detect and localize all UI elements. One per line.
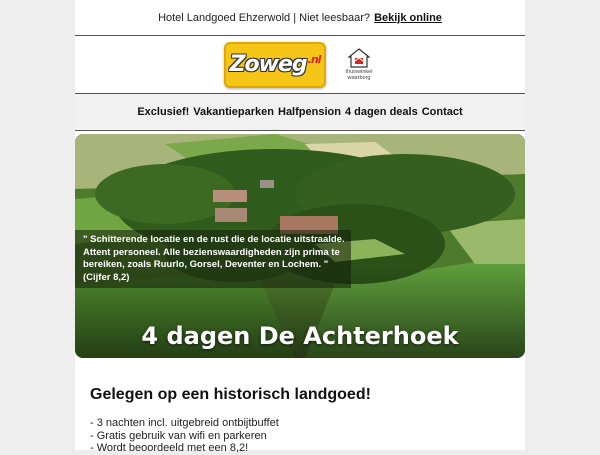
nav-item-exclusief[interactable]: Exclusief! [137, 106, 190, 118]
email-container [75, 0, 525, 454]
nav-item-4-dagen-deals[interactable]: 4 dagen deals [344, 106, 418, 118]
feature-list [90, 417, 510, 455]
content-section [90, 386, 510, 455]
house-icon [348, 48, 370, 68]
trust-line-2: waarborg [347, 75, 371, 81]
brand-name: Zoweg [229, 52, 307, 77]
section-heading: Gelegen op een historisch landgoed! [90, 386, 371, 403]
preheader-text: Hotel Landgoed Ehzerwold | Niet leesbaar? [158, 11, 371, 24]
view-online-link[interactable]: Bekijk online [374, 11, 442, 24]
preheader [75, 0, 525, 36]
hero-title: 4 dagen De Achterhoek [141, 322, 459, 350]
zoweg-logo[interactable] [224, 42, 326, 88]
list-item: - Gratis gebruik van wifi en parkeren [90, 429, 267, 442]
list-item: - Wordt beoordeeld met een 8,2! [90, 442, 249, 454]
logo-row [75, 36, 525, 94]
trust-line-1: thuiswinkel [345, 69, 373, 75]
review-quote: " Schitterende locatie en de rust die de locatie uitstraalde. Attent personeel. Alle bezienswaardigheden zijn prima te bereiken, zoals Ruurlo, Gorsel, Deventer en Lochem. " (Cijfer 8,2) [75, 230, 351, 288]
thuiswinkel-logo[interactable] [342, 48, 376, 81]
nav-item-halfpension[interactable]: Halfpension [278, 106, 341, 118]
brand-suffix: .nl [307, 53, 321, 66]
hero-banner[interactable] [75, 134, 525, 358]
nav-item-vakantieparken[interactable]: Vakantieparken [193, 106, 274, 118]
nav-item-contact[interactable]: Contact [421, 106, 463, 118]
list-item: - 3 nachten incl. uitgebreid ontbijtbuffet [90, 417, 279, 429]
nav-bar [75, 94, 525, 131]
